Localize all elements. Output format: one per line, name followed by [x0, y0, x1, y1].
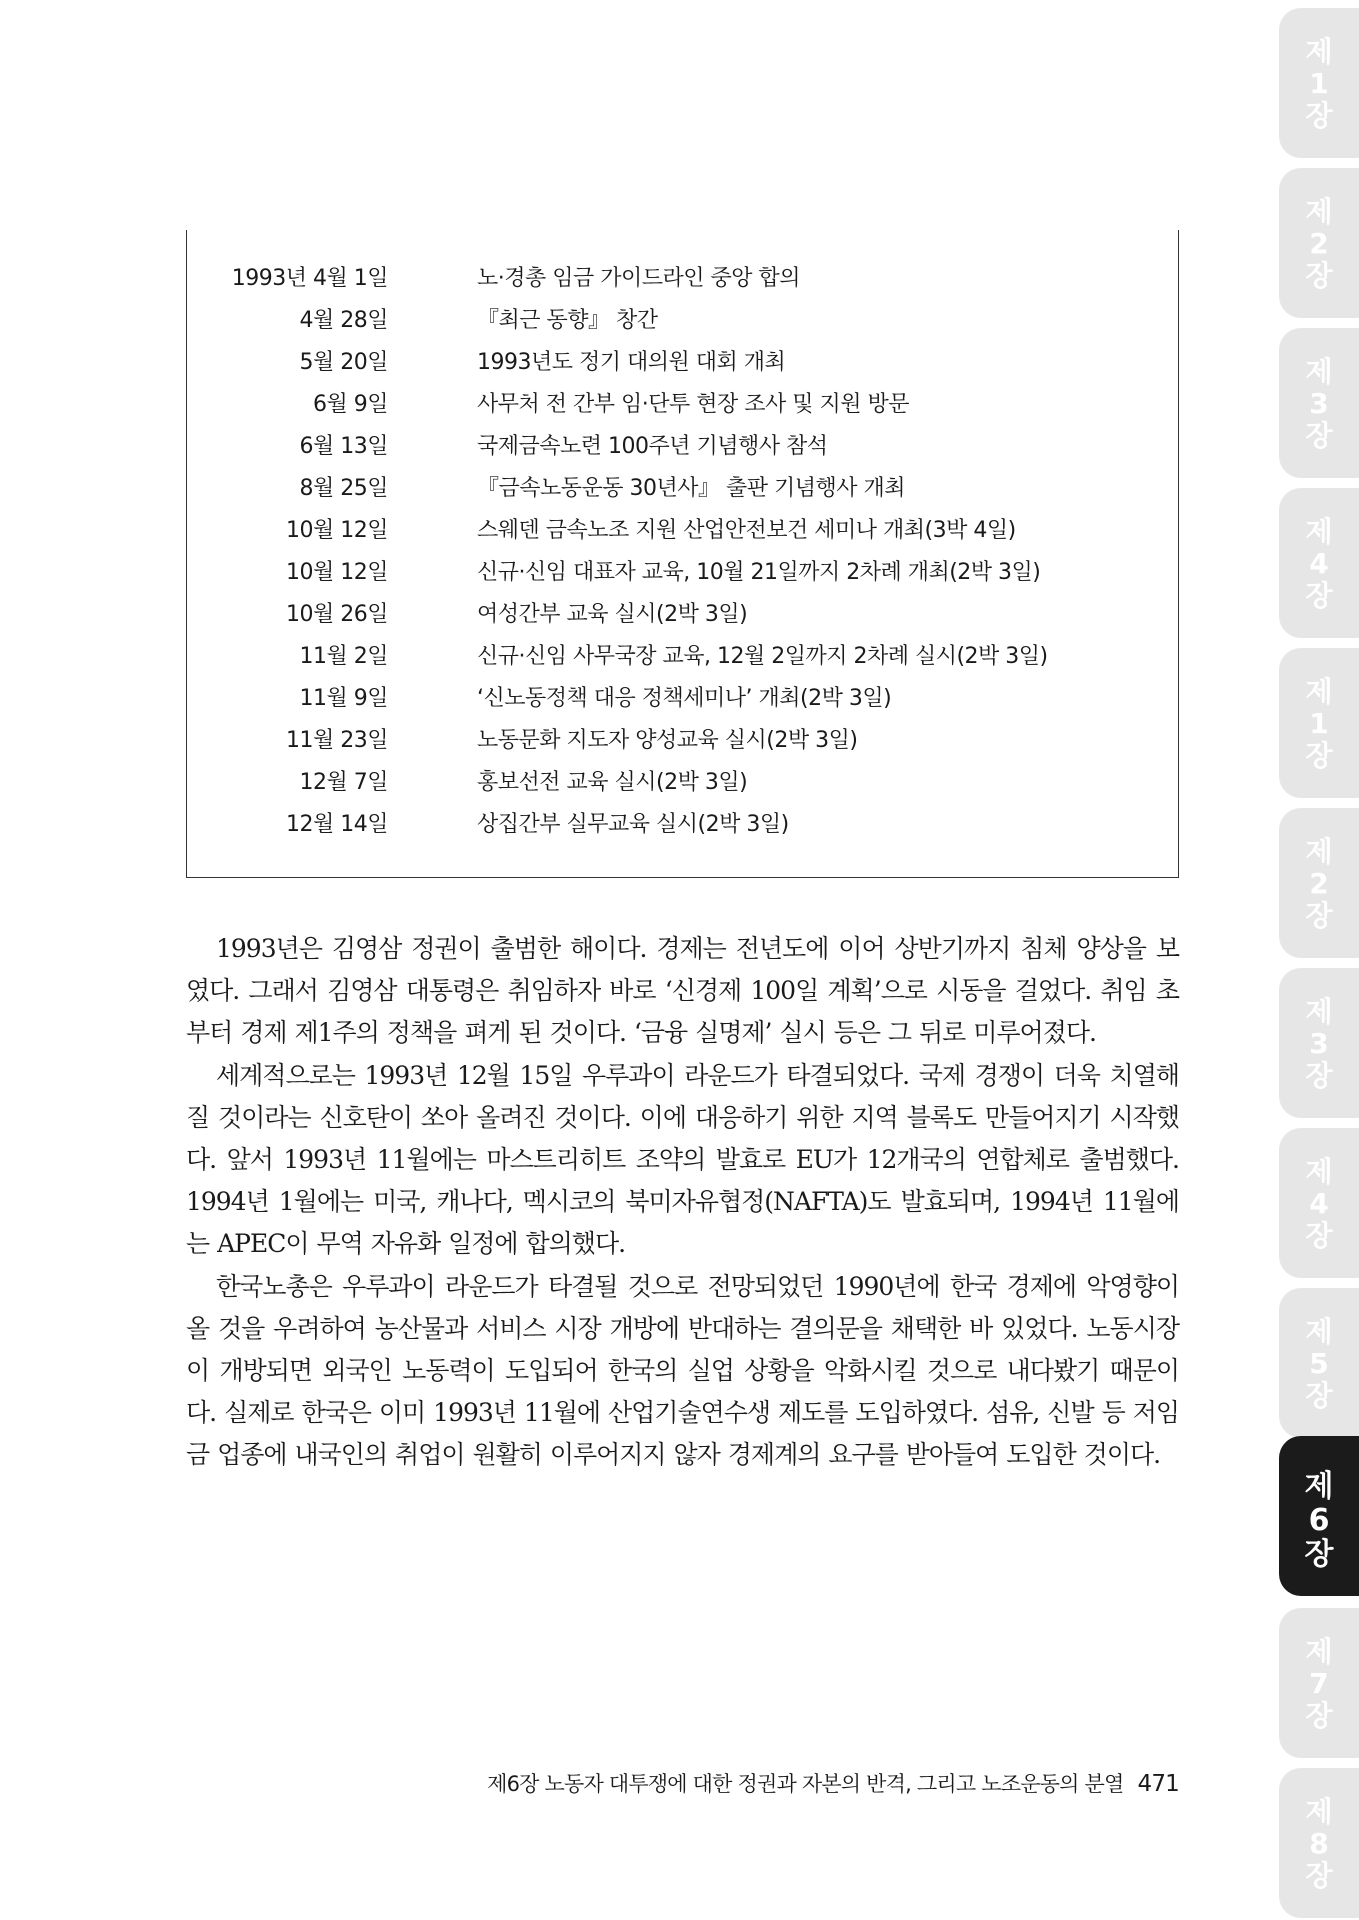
tab-char: 제: [1305, 835, 1333, 868]
tab-char: 제: [1305, 195, 1333, 228]
body-paragraph: 한국노총은 우루과이 라운드가 타결될 것으로 전망되었던 1990년에 한국 경제에 악영향이 올 것을 우려하여 농산물과 서비스 시장 개방에 반대하는 결의문을 채택한 바 있었다. 노동시장이 개방되면 외국인 노동력이 도입되어 한국의 실업 상황을 악화시킬 것으로 내다봤기 때문이다. 실제로 한국은 이미 1993년 11월에 산업기술연수생 제도를 도입하였다. 섬유, 신발 등 저임금 업종에 내국인의 취업이 원활히 이루어지지 않자 경제계의 요구를 받아들여 도입한 것이다.: [186, 1271, 1179, 1470]
tab-char: 장: [1305, 259, 1333, 292]
tab-char: 장: [1305, 419, 1333, 452]
chronology-row: [187, 804, 1178, 846]
chronology-date: 11월 23일: [286, 728, 388, 753]
tab-char: 8: [1309, 1827, 1329, 1860]
tab-char: 4: [1309, 1187, 1329, 1220]
chronology-date: 10월 26일: [286, 602, 388, 627]
body-text: [186, 928, 1179, 1477]
tab-char: 장: [1305, 1699, 1333, 1732]
chronology-row: [187, 552, 1178, 594]
chronology-event: 노동문화 지도자 양성교육 실시(2박 3일): [477, 728, 858, 753]
chronology-row: [187, 510, 1178, 552]
tab-char: 3: [1309, 387, 1329, 420]
chapter-tab-active[interactable]: [1279, 1436, 1359, 1596]
tab-char: 제: [1304, 1469, 1334, 1504]
chapter-tab[interactable]: [1279, 648, 1359, 798]
tab-char: 2: [1309, 867, 1329, 900]
chronology-row: [187, 384, 1178, 426]
tab-char: 3: [1309, 1027, 1329, 1060]
chronology-event: 홍보선전 교육 실시(2박 3일): [477, 770, 748, 795]
body-paragraph: 1993년은 김영삼 정권이 출범한 해이다. 경제는 전년도에 이어 상반기까지 침체 양상을 보였다. 그래서 김영삼 대통령은 취임하자 바로 ‘신경제 100일 계획’으로 시동을 걸었다. 취임 초부터 경제 제1주의 정책을 펴게 된 것이다. ‘금융 실명제’ 실시 등은 그 뒤로 미루어졌다.: [186, 934, 1179, 1048]
chronology-box: [186, 230, 1179, 878]
chapter-tab[interactable]: [1279, 808, 1359, 958]
tab-char: 2: [1309, 227, 1329, 260]
tab-char: 제: [1305, 515, 1333, 548]
running-chapter-title: 제6장 노동자 대투쟁에 대한 정권과 자본의 반격, 그리고 노조운동의 분열: [487, 1772, 1124, 1796]
tab-char: 1: [1309, 67, 1329, 100]
chronology-row: [187, 594, 1178, 636]
chapter-tab[interactable]: [1279, 1128, 1359, 1278]
chronology-event: 『금속노동운동 30년사』 출판 기념행사 개최: [477, 476, 906, 501]
chronology-row: [187, 300, 1178, 342]
chronology-date: 12월 14일: [286, 812, 388, 837]
tab-char: 장: [1305, 1379, 1333, 1412]
chronology-event: 여성간부 교육 실시(2박 3일): [477, 602, 748, 627]
tab-char: 7: [1309, 1667, 1329, 1700]
chronology-date: 1993년 4월 1일: [231, 266, 388, 291]
tab-char: 제: [1305, 995, 1333, 1028]
chronology-date: 6월 13일: [299, 434, 388, 459]
chronology-row: [187, 342, 1178, 384]
chronology-date: 10월 12일: [286, 560, 388, 585]
chronology-date: 5월 20일: [299, 350, 388, 375]
tab-char: 장: [1305, 739, 1333, 772]
chronology-row: [187, 678, 1178, 720]
tab-char: 5: [1309, 1347, 1329, 1380]
chapter-tab[interactable]: [1279, 168, 1359, 318]
chronology-row: [187, 720, 1178, 762]
chronology-date: 11월 9일: [299, 686, 388, 711]
chronology-row: [187, 426, 1178, 468]
tab-char: 제: [1305, 35, 1333, 68]
chronology-event: 국제금속노련 100주년 기념행사 참석: [477, 434, 828, 459]
chapter-tab[interactable]: [1279, 328, 1359, 478]
tab-char: 장: [1305, 1059, 1333, 1092]
tab-char: 제: [1305, 355, 1333, 388]
chronology-event: ‘신노동정책 대응 정책세미나’ 개최(2박 3일): [477, 686, 892, 711]
chronology-date: 8월 25일: [299, 476, 388, 501]
chronology-event: 1993년도 정기 대의원 대회 개최: [477, 350, 786, 375]
chronology-date: 6월 9일: [313, 392, 388, 417]
chapter-tab[interactable]: [1279, 1768, 1359, 1918]
tab-char: 제: [1305, 1635, 1333, 1668]
chronology-row: [187, 762, 1178, 804]
tab-char: 장: [1305, 899, 1333, 932]
tab-char: 제: [1305, 1315, 1333, 1348]
chapter-tab[interactable]: [1279, 8, 1359, 158]
tab-char: 장: [1305, 1859, 1333, 1892]
tab-char: 장: [1305, 99, 1333, 132]
chronology-event: 스웨덴 금속노조 지원 산업안전보건 세미나 개최(3박 4일): [477, 518, 1016, 543]
page-number: 471: [1137, 1771, 1179, 1797]
tab-char: 장: [1304, 1537, 1334, 1572]
chronology-date: 12월 7일: [299, 770, 388, 795]
chapter-tab[interactable]: [1279, 968, 1359, 1118]
chronology-event: 사무처 전 간부 임·단투 현장 조사 및 지원 방문: [477, 392, 909, 417]
chapter-tab[interactable]: [1279, 488, 1359, 638]
chronology-event: 『최근 동향』 창간: [477, 308, 658, 333]
tab-char: 6: [1308, 1503, 1330, 1538]
page-footer: [186, 1768, 1179, 1798]
chapter-tab[interactable]: [1279, 1288, 1359, 1438]
chronology-row: [187, 468, 1178, 510]
tab-char: 제: [1305, 675, 1333, 708]
chronology-row: [187, 636, 1178, 678]
chronology-event: 신규·신임 사무국장 교육, 12월 2일까지 2차례 실시(2박 3일): [477, 644, 1048, 669]
tab-char: 장: [1305, 1219, 1333, 1252]
chronology-event: 노·경총 임금 가이드라인 중앙 합의: [477, 266, 800, 291]
tab-char: 제: [1305, 1155, 1333, 1188]
chronology-date: 10월 12일: [286, 518, 388, 543]
tab-char: 1: [1309, 707, 1329, 740]
chapter-tabs: [1279, 0, 1359, 1920]
chronology-date: 11월 2일: [299, 644, 388, 669]
body-paragraph: 세계적으로는 1993년 12월 15일 우루과이 라운드가 타결되었다. 국제 경쟁이 더욱 치열해질 것이라는 신호탄이 쏘아 올려진 것이다. 이에 대응하기 위한 지역 블록도 만들어지기 시작했다. 앞서 1993년 11월에는 마스트리히트 조약의 발효로 EU가 12개국의 연합체로 출범했다. 1994년 1월에는 미국, 캐나다, 멕시코의 북미자유협정(NAFTA)도 발효되며, 1994년 11월에는 APEC이 무역 자유화 일정에 합의했다.: [186, 1060, 1179, 1259]
chapter-tab[interactable]: [1279, 1608, 1359, 1758]
chronology-date: 4월 28일: [299, 308, 388, 333]
tab-char: 제: [1305, 1795, 1333, 1828]
chronology-event: 상집간부 실무교육 실시(2박 3일): [477, 812, 789, 837]
chronology-event: 신규·신임 대표자 교육, 10월 21일까지 2차례 개최(2박 3일): [477, 560, 1041, 585]
chronology-row: [187, 258, 1178, 300]
tab-char: 4: [1309, 547, 1329, 580]
tab-char: 장: [1305, 579, 1333, 612]
